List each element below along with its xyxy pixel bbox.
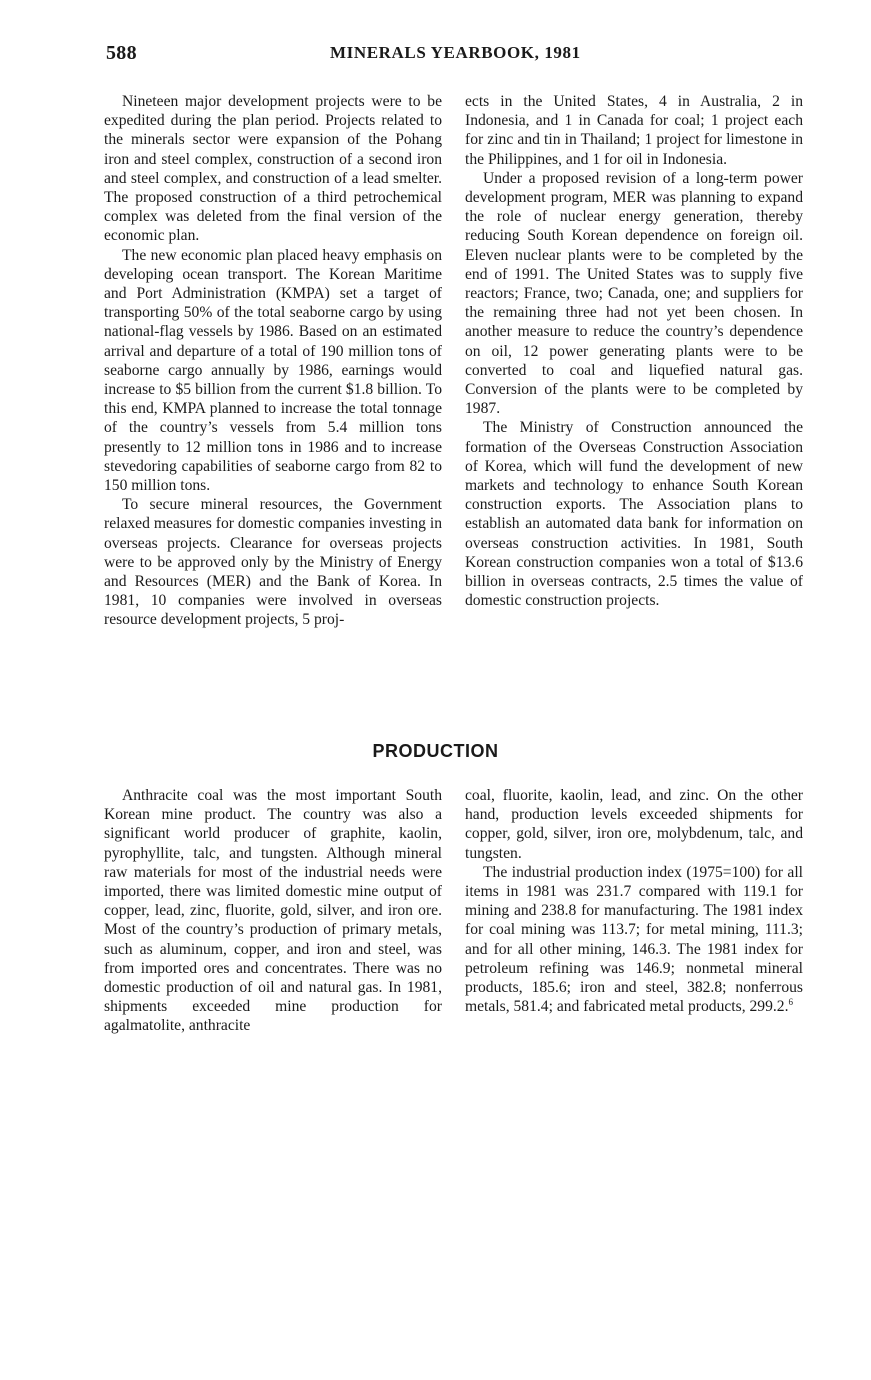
paragraph: Nineteen major development projects were to be expedited during the plan period. Projects related to the minerals sector were expansion of the Pohang iron and steel complex, construction of a second iron and steel complex, and construction of a lead smelter. The proposed construction of a third petrochemical complex was deleted from the final version of the economic plan. [104,93,442,245]
top-left-column [104,92,442,630]
bottom-left-column [104,786,442,1036]
paragraph: The new economic plan placed heavy emphasis on developing ocean transport. The Korean Maritime and Port Administration (KMPA) set a target of transporting 50% of the total seaborne cargo by using national-flag vessels by 1986. Based on an estimated arrival and departure of a total of 190 million tons of seaborne cargo annually by 1986, earnings would increase to $5 billion from the current $1.8 billion. To this end, KMPA planned to increase the total tonnage of the country’s vessels from 5.4 million tons presently to 12 million tons in 1986 and to increase stevedoring capabilities of seaborne cargo from 82 to 150 million tons. [104,246,442,495]
paragraph-continuation: ects in the United States, 4 in Australia, 2 in Indonesia, and 1 in Canada for coal; 1 project each for zinc and tin in Thailand; 1 project for limestone in the Philippines, and 1 for oil in Indonesia. [465,93,803,168]
bottom-right-column [465,786,803,1016]
paragraph: To secure mineral resources, the Government relaxed measures for domestic companies investing in overseas projects. Clearance for overseas projects were to be approved only by the Ministry of Energy and Resources (MER) and the Bank of Korea. In 1981, 10 companies were involved in overseas resource development projects, 5 proj- [104,496,442,629]
paragraph: The Ministry of Construction announced the formation of the Overseas Construction Association of Korea, which will fund the development of new markets and technology to enhance South Korean construction exports. The Association plans to establish an automated data bank for information on overseas construction activities. In 1981, South Korean construction companies won a total of $13.6 billion in overseas contracts, 2.5 times the value of domestic construction projects. [465,419,803,610]
running-title: MINERALS YEARBOOK, 1981 [330,43,581,62]
top-right-column [465,92,803,610]
paragraph-text: The industrial production index (1975=100) for all items in 1981 was 231.7 compared with 119.1 for mining and 238.8 for manufacturing. The 1981 index for coal mining was 113.7; for metal mining, 111.3; and for all other mining, 146.3. The 1981 index for petroleum refining was 146.9; nonmetal mineral products, 185.6; iron and steel, 382.8; nonferrous metals, 581.4; and fabricated metal products, 299.2. [465,863,803,1016]
footnote-marker: 6 [788,997,793,1008]
paragraph [465,863,803,1017]
page-number: 588 [106,42,137,64]
paragraph: Anthracite coal was the most important South Korean mine product. The country was also a significant world producer of graphite, kaolin, pyrophyllite, talc, and tungsten. Although mineral raw materials for most of the industrial needs were imported, there was limited domestic mine output of copper, lead, zinc, fluorite, gold, silver, and iron ore. Most of the country’s production of primary metals, such as aluminum, copper, and iron and steel, was from imported ores and concentrates. There was no domestic production of oil and natural gas. In 1981, shipments exceeded mine production for agalmatolite, anthracite [104,787,442,1035]
section-heading: PRODUCTION [372,741,499,761]
paragraph: Under a proposed revision of a long-term power development program, MER was planning to expand the role of nuclear energy generation, thereby reducing South Korean dependence on foreign oil. Eleven nuclear plants were to be completed by the end of 1991. The United States was to supply five reactors; France, two; Canada, one; and suppliers for the remaining three had not yet been chosen. In another measure to reduce the country’s dependence on oil, 12 power generating plants were to be converted to coal and liquefied natural gas. Conversion of the plants were to be completed by 1987. [465,169,803,418]
paragraph-continuation: coal, fluorite, kaolin, lead, and zinc. On the other hand, production levels exceeded shipments for copper, gold, silver, iron ore, molybdenum, talc, and tungsten. [465,787,803,862]
